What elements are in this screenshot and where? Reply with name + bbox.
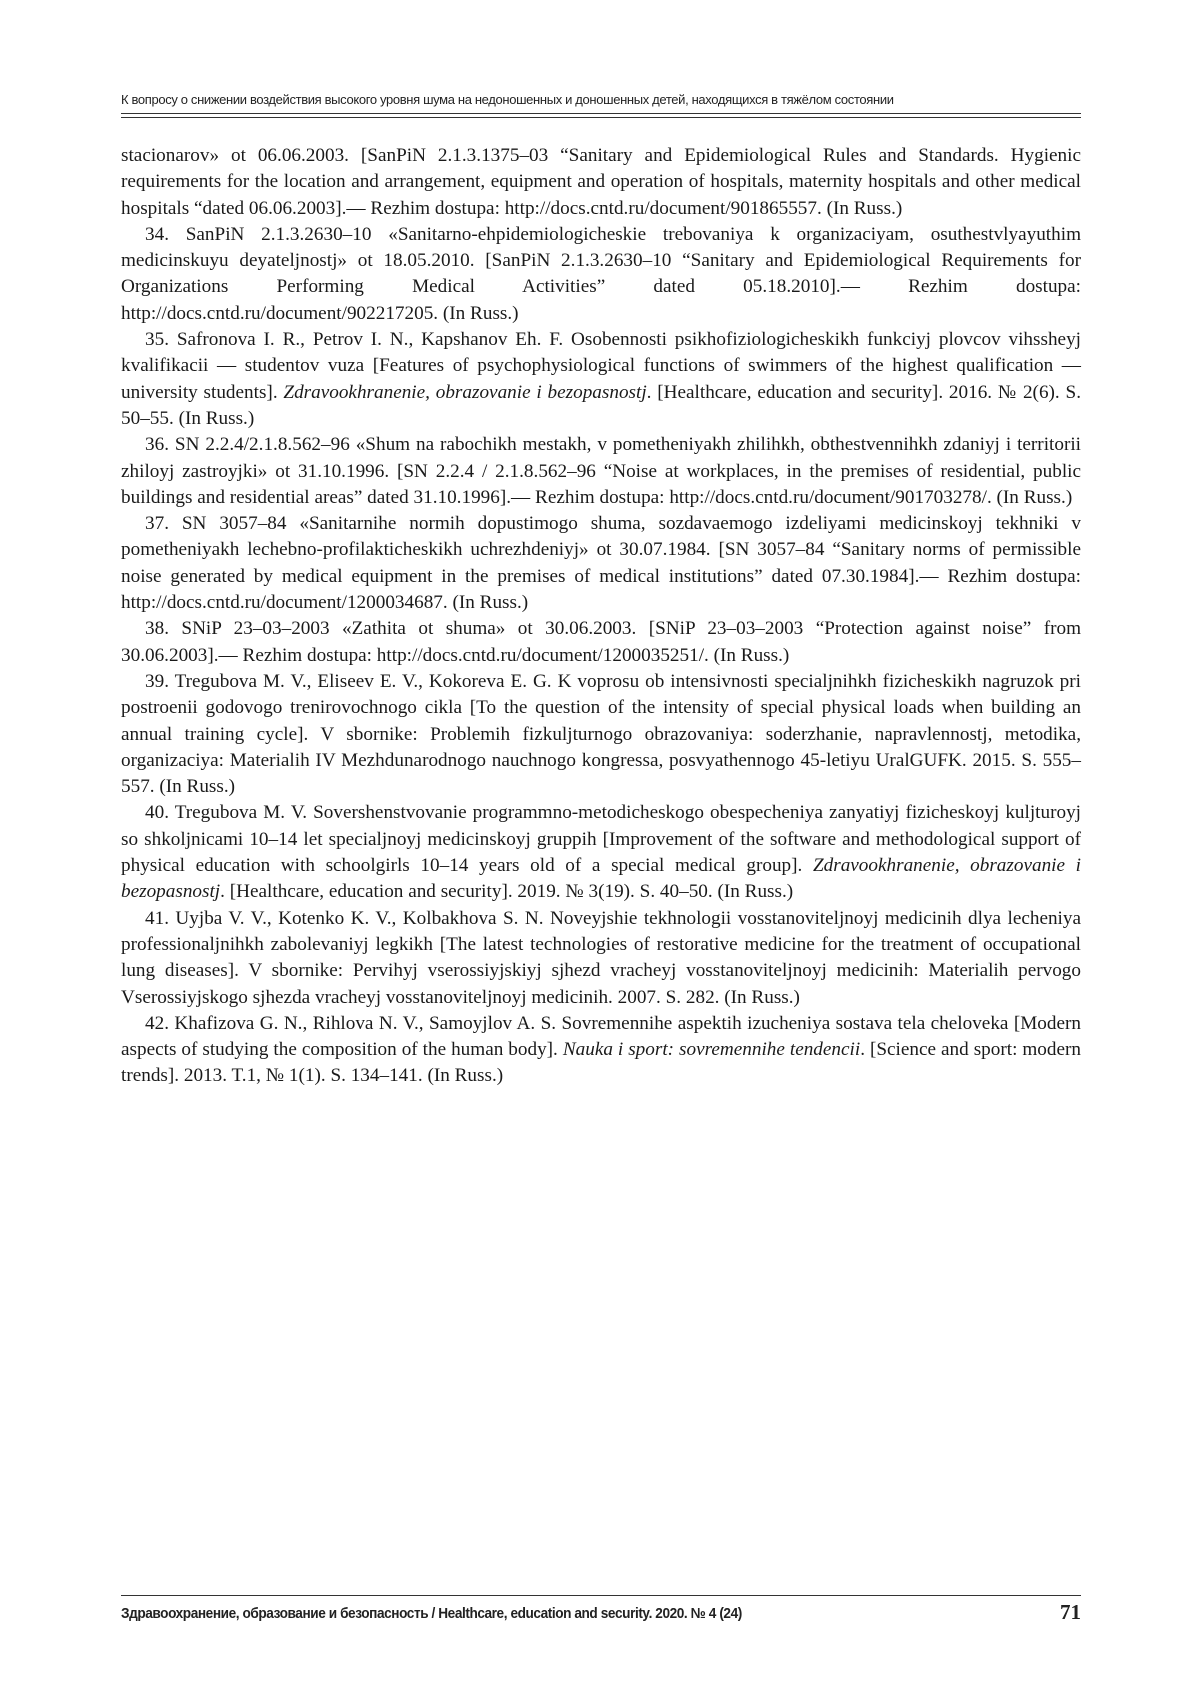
ref-text: 41. Uyjba V. V., Kotenko K. V., Kolbakhova S. N. Noveyjshie tekhnologii vosstanoviteljnoyj medicinih dlya lecheniya professionaljnihkh zabolevaniyj legkikh [The latest technologies of restorative medicine for the treatment of occupational lung diseases]. V sbornike: Pervihyj vserossiyjskiyj sjhezd vracheyj vosstanoviteljnoyj medicinih: Materialih pervogo Vserossiyjskogo sjhezda vracheyj vosstanoviteljnoyj medicinih. 2007. S. 282. (In Russ.) (121, 907, 1081, 1008)
reference-list (121, 143, 1081, 1090)
ref-text: 40. Tregubova M. V. Sovershenstvovanie programmno-metodicheskogo obespecheniya zanyatiyj fizicheskoyj kuljturoyj so shkoljnicami 10–14 let specialjnoyj medicinskoyj gruppih [Improvement of the software and methodological support of physical education with schoolgirls 10–14 years old of a special medical group]. (121, 802, 1081, 877)
reference-34 (121, 222, 1081, 327)
reference-38 (121, 616, 1081, 669)
running-head: К вопросу о снижении воздействия высокого уровня шума на недоношенных и доношенных детей, находящихся в тяжёлом состоянии (121, 92, 894, 107)
reference-42 (121, 1011, 1081, 1090)
reference-41 (121, 906, 1081, 1011)
ref-text: 37. SN 3057–84 «Sanitarnihe normih dopustimogo shuma, sozdavaemogo izdeliyami medicinskoyj tekhniki v pometheniyakh lechebno-profilakticheskikh uchrezhdeniyj» ot 30.07.1984. [SN 3057–84 “Sanitary norms of permissible noise generated by medical equipment in the premises of medical institutions” dated 07.30.1984].— Rezhim dostupa: http://docs.cntd.ru/document/1200034687. (In Russ.) (121, 513, 1081, 614)
ref-text: stacionarov» ot 06.06.2003. [SanPiN 2.1.3.1375–03 “Sanitary and Epidemiological Rules and Standards. Hygienic requirements for the location and arrangement, equipment and operation of hospitals, maternity hospitals and other medical hospitals “dated 06.06.2003].— Rezhim dostupa: http://docs.cntd.ru/document/901865557. (In Russ.) (121, 145, 1081, 219)
ref-text: 36. SN 2.2.4/2.1.8.562–96 «Shum na rabochikh mestakh, v pometheniyakh zhilihkh, obthestvennihkh zdaniyj i territorii zhiloyj zastroyjki» ot 31.10.1996. [SN 2.2.4 / 2.1.8.562–96 “Noise at workplaces, in the premises of residential, public buildings and residential areas” dated 31.10.1996].— Rezhim dostupa: http://docs.cntd.ru/document/901703278/. (In Russ.) (121, 434, 1081, 508)
reference-39 (121, 669, 1081, 800)
reference-33-continuation (121, 143, 1081, 222)
ref-text: . [Science and sport: modern trends]. 2013. T.1, № 1(1). S. 134–141. (In Russ.) (121, 1039, 1081, 1087)
ref-text: 34. SanPiN 2.1.3.2630–10 «Sanitarno-ehpidemiologicheskie trebovaniya k organizaciyam, osuthestvlyayuthim medicinskuyu deyateljnostj» ot 18.05.2010. [SanPiN 2.1.3.2630–10 “Sanitary and Epidemiological Requirements for Organizations Performing Medical Activities” dated 05.18.2010].— Rezhim dostupa: http://docs.cntd.ru/document/902217205. (In Russ.) (121, 223, 1081, 324)
ref-text: 39. Tregubova M. V., Eliseev E. V., Kokoreva E. G. K voprosu ob intensivnosti specialjnihkh fizicheskikh nagruzok pri postroenii godovogo trenirovochnogo cikla [To the question of the intensity of special physical loads when building an annual training cycle]. V sbornike: Problemih fizkuljturnogo obrazovaniya: soderzhanie, napravlennostj, metodika, organizaciya: Materialih IV Mezhdunarodnogo nauchnogo kongressa, posvyathennogo 45-letiyu UralGUFK. 2015. S. 555–557. (In Russ.) (121, 670, 1081, 798)
ref-journal-title: Nauka i sport: sovremennihe tendencii (562, 1039, 861, 1061)
reference-35 (121, 327, 1081, 432)
ref-text: 35. Safronova I. R., Petrov I. N., Kapshanov Eh. F. Osobennosti psikhofiziologicheskikh funkciyj plovcov vihssheyj kvalifikacii — studentov vuza [Features of psychophysiological functions of swimmers of the highest qualification — university students]. (121, 329, 1081, 403)
reference-36 (121, 432, 1081, 511)
footer-journal-citation: Здравоохранение, образование и безопасность / Healthcare, education and security. 2020. № 4 (24) (121, 1606, 742, 1622)
header-rule-bottom (121, 117, 1081, 118)
ref-text: 38. SNiP 23–03–2003 «Zathita ot shuma» ot 30.06.2003. [SNiP 23–03–2003 “Protection against noise” from 30.06.2003].— Rezhim dostupa: http://docs.cntd.ru/document/1200035251/. (In Russ.) (121, 618, 1081, 666)
header-rule-top (121, 113, 1081, 114)
ref-journal-title: Zdravookhranenie, obrazovanie i bezopasnostj (121, 855, 1081, 903)
footer-rule (121, 1595, 1081, 1596)
ref-text: 42. Khafizova G. N., Rihlova N. V., Samoyjlov A. S. Sovremennihe aspektih izucheniya sostava tela cheloveka [Modern aspects of studying the composition of the human body]. (121, 1012, 1081, 1061)
ref-text: . [Healthcare, education and security]. 2019. № 3(19). S. 40–50. (In Russ.) (220, 881, 794, 903)
ref-journal-title: Zdravookhranenie, obrazovanie i bezopasnostj (283, 381, 647, 403)
ref-text: . [Healthcare, education and security]. 2016. № 2(6). S. 50–55. (In Russ.) (121, 381, 1081, 429)
page-number: 71 (1060, 1600, 1081, 1624)
reference-40 (121, 800, 1081, 905)
reference-37 (121, 511, 1081, 616)
